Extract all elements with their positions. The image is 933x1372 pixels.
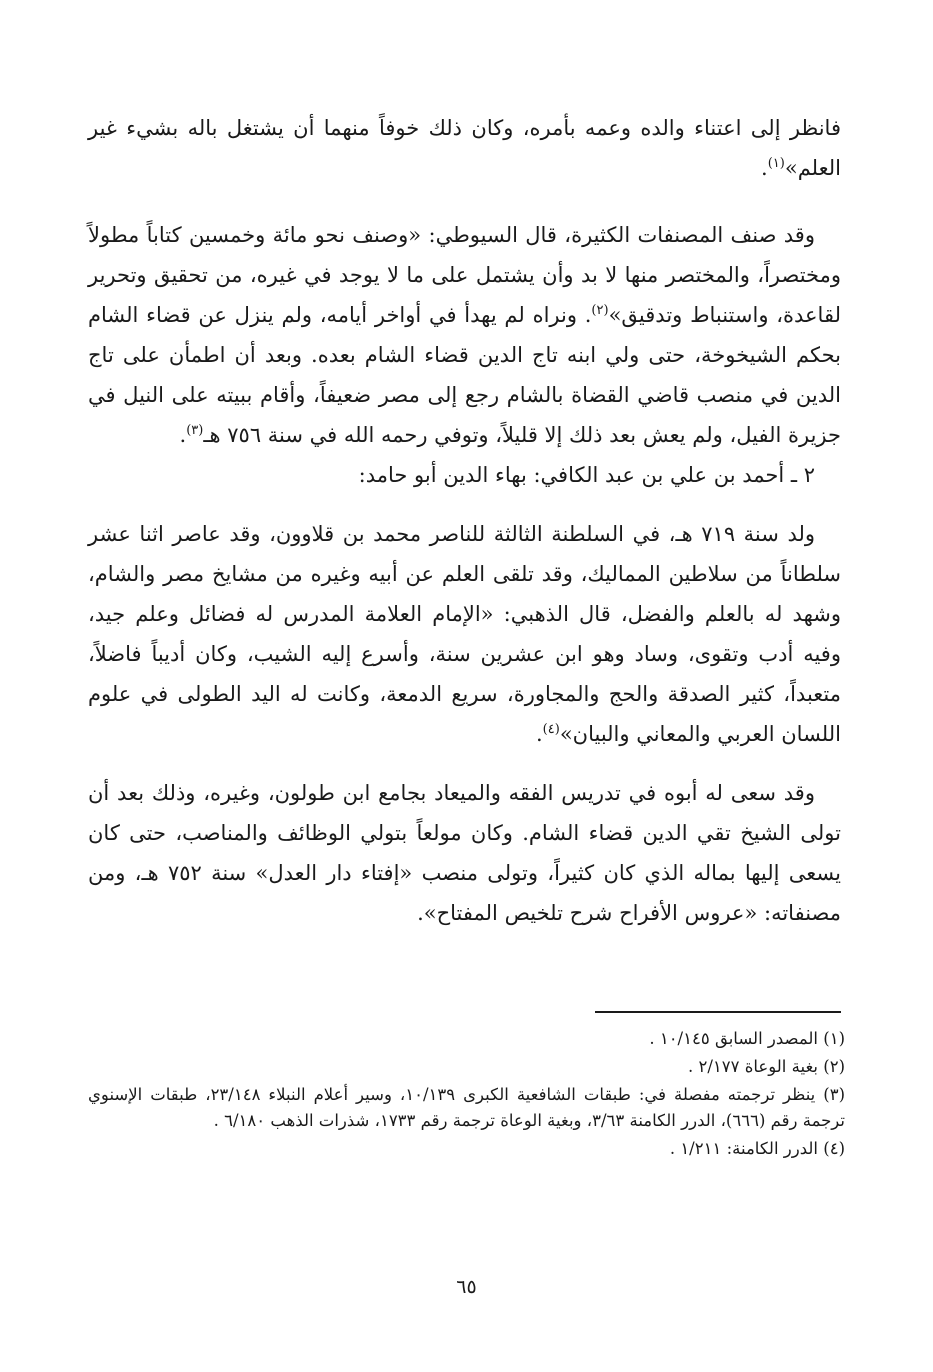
paragraph-4: وقد سعى له أبوه في تدريس الفقه والميعاد بجامع ابن طولون، وغيره، وذلك بعد أن تولى الشيخ تقي الدين قضاء الشام. وكان مولعاً بتولي الوظائف والمناصب، حتى كان يسعى إليها بماله الذي كان كثيراً، وتولى منصب «إفتاء دار العدل» سنة ٧٥٢ هـ، ومن مصنفاته: «عروس الأفراح شرح تلخيص المفتاح».	[88, 781, 841, 925]
paragraph-1	[88, 108, 841, 188]
footnote-2: (٢) بغية الوعاة ٢/١٧٧ .	[687, 1057, 845, 1076]
paragraph-1-text: فانظر إلى اعتناء والده وعمه بأمره، وكان ذلك خوفاً منهما أن يشتغل باله بشيء غير العلم»	[88, 116, 841, 180]
paragraph-2-end: .	[179, 423, 187, 447]
footnote-4: (٤) الدرر الكامنة: ١/٢١١ .	[669, 1139, 845, 1158]
page-number: ٦٥	[456, 1276, 477, 1298]
paragraph-1-end: .	[761, 156, 768, 180]
footnote-ref-1: (١)	[767, 156, 785, 171]
footnote-ref-2: (٢)	[591, 303, 609, 318]
paragraph-2	[88, 215, 841, 455]
paragraph-3	[88, 514, 841, 754]
paragraph-3-text: ولد سنة ٧١٩ هـ، في السلطنة الثالثة للناصر محمد بن قلاوون، وقد عاصر اثنا عشر سلطاناً من سلاطين المماليك، وقد تلقى العلم عن أبيه وغيره من مشايخ مصر والشام، وشهد له بالعلم والفضل، قال الذهبي: «الإمام العلامة المدرس له فضائل وعلم جيد، وفيه أدب وتقوى، وساد وهو ابن عشرين سنة، وأسرع إليه الشيب، وكان أديباً فاضلاً، متعبداً، كثير الصدقة والحج والمجاورة، سريع الدمعة، وكانت له اليد الطولى في علوم اللسان العربي والمعاني والبيان»	[88, 522, 841, 746]
footnote-3: (٣) ينظر ترجمته مفصلة في: طبقات الشافعية الكبرى ١٠/١٣٩، وسير أعلام النبلاء ٢٣/١٤٨، طبقات الإسنوي ترجمة رقم (٦٦٦)، الدرر الكامنة ٣/٦٣، وبغية الوعاة ترجمة رقم ١٧٣٣، شذرات الذهب ٦/١٨٠ .	[88, 1085, 845, 1130]
main-text	[88, 108, 841, 933]
paragraph-2-text: وقد صنف المصنفات الكثيرة، قال السيوطي: «وصنف نحو مائة وخمسين كتاباً مطولاً ومختصراً، والمختصر منها لا بد وأن يشتمل على ما لا يوجد في غيره، من تحقيق وتحرير لقاعدة، واستنباط وتدقيق»	[88, 223, 841, 327]
footnote-ref-3: (٣)	[186, 423, 204, 438]
section-heading: ٢ ـ أحمد بن علي بن عبد الكافي: بهاء الدين أبو حامد:	[358, 463, 815, 487]
paragraph-2-middle: . ونراه لم يهدأ في أواخر أيامه، ولم ينزل عن قضاء الشام بحكم الشيخوخة، حتى ولي ابنه تاج الدين قضاء الشام بعده. وبعد أن اطمأن على تاج الدين في منصب قاضي القضاة بالشام رجع إلى مصر ضعيفاً، وأقام ببيته على النيل في جزيرة الفيل، ولم يعش بعد ذلك إلا قليلاً، وتوفي رحمه الله في سنة ٧٥٦ هـ	[88, 303, 841, 447]
footnote-1: (١) المصدر السابق ١٠/١٤٥ .	[649, 1029, 845, 1048]
footnotes	[88, 1026, 845, 1164]
paragraph-3-end: .	[535, 722, 543, 746]
footnote-separator	[595, 1011, 841, 1013]
footnote-ref-4: (٤)	[542, 722, 560, 737]
